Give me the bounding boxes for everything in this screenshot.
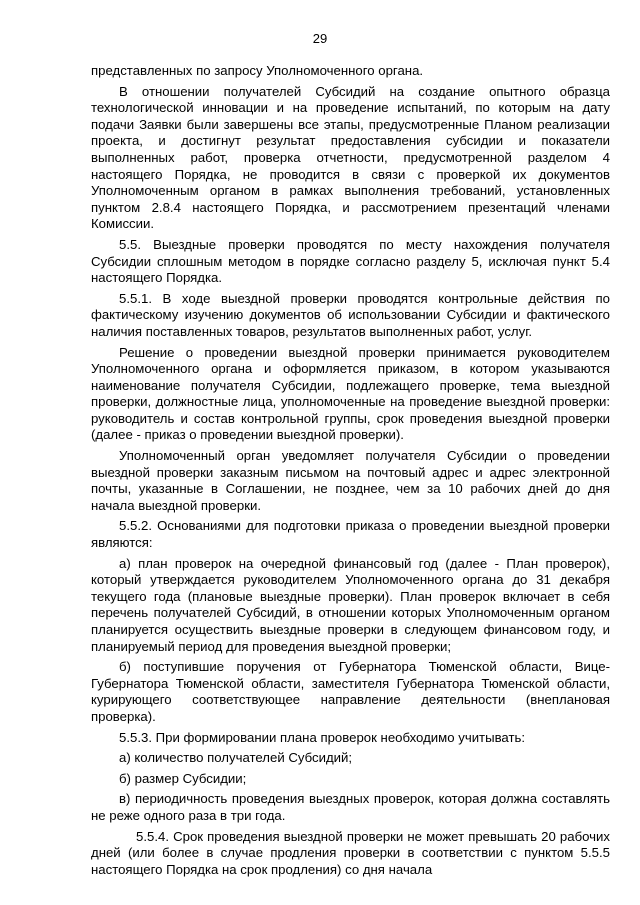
paragraph: Уполномоченный орган уведомляет получателя Субсидии о проведении выездной проверки заказным письмом на почтовый адрес и адрес электронной почты, указанные в Соглашении, не позднее, чем за 10 рабочих дней до дня начала выездной проверки.	[91, 448, 610, 513]
paragraph: 5.5. Выездные проверки проводятся по месту нахождения получателя Субсидии сплошным методом в порядке согласно разделу 5, исключая пункт 5.4 настоящего Порядка.	[91, 236, 610, 286]
paragraph: 5.5.4. Срок проведения выездной проверки не может превышать 20 рабочих дней (или более в случае продления проверки в соответствии с пунктом 5.5.5 настоящего Порядка на срок продления) со дня начала	[91, 828, 610, 877]
paragraph: а) количество получателей Субсидий;	[119, 750, 353, 766]
paragraph: представленных по запросу Уполномоченного органа.	[91, 63, 424, 78]
paragraph: б) поступившие поручения от Губернатора Тюменской области, Вице-Губернатора Тюменской области, заместителя Губернатора Тюменской области, курирующего соответствующее направление деятельности (внеплановая проверка).	[91, 659, 610, 724]
paragraph: 5.5.3. При формировании плана проверок необходимо учитывать:	[119, 729, 526, 745]
paragraph: В отношении получателей Субсидий на создание опытного образца технологической инновации и на проведение испытаний, по которым на дату подачи Заявки были завершены все этапы, предусмотренные Планом реализации проекта, и достигнут результат предоставления субсидии и показатели выполненных работ, проверка отчетности, предусмотренной разделом 4 настоящего Порядка, не проводится в связи с проверкой их документов Уполномоченным органом в рамках выполнения требований, установленных пунктом 2.8.4 настоящего Порядка, и рассмотрением презентаций членами Комиссии.	[91, 83, 610, 232]
document-body	[91, 63, 610, 878]
page-number: 29	[312, 31, 328, 46]
paragraph: Решение о проведении выездной проверки принимается руководителем Уполномоченного органа и оформляется приказом, в котором указываются наименование получателя Субсидии, подлежащего проверке, тема выездной проверки, должностные лица, уполномоченные на проведение выездной проверки: руководитель и состав контрольной группы, срок проведения выездной проверки (далее - приказ о проведении выездной проверки).	[91, 344, 610, 443]
paragraph: 5.5.2. Основаниями для подготовки приказа о проведении выездной проверки являются:	[91, 518, 610, 551]
paragraph: 5.5.1. В ходе выездной проверки проводятся контрольные действия по фактическому изучению документов об использовании Субсидии и фактического наличия поставленных товаров, результатов выполненных работ, услуг.	[91, 290, 610, 339]
paragraph: б) размер Субсидии;	[119, 770, 247, 786]
paragraph: а) план проверок на очередной финансовый год (далее - План проверок), который утверждается руководителем Уполномоченного органа до 31 декабря текущего года (плановые выездные проверки). План проверок включает в себя перечень получателей Субсидий, в отношении которых Уполномоченным органом планируется осуществить выездные проверки в следующем финансовом году, и планируемый период для проведения выездной проверки;	[91, 555, 610, 654]
paragraph: в) периодичность проведения выездных проверок, которая должна составлять не реже одного раза в три года.	[91, 791, 610, 823]
